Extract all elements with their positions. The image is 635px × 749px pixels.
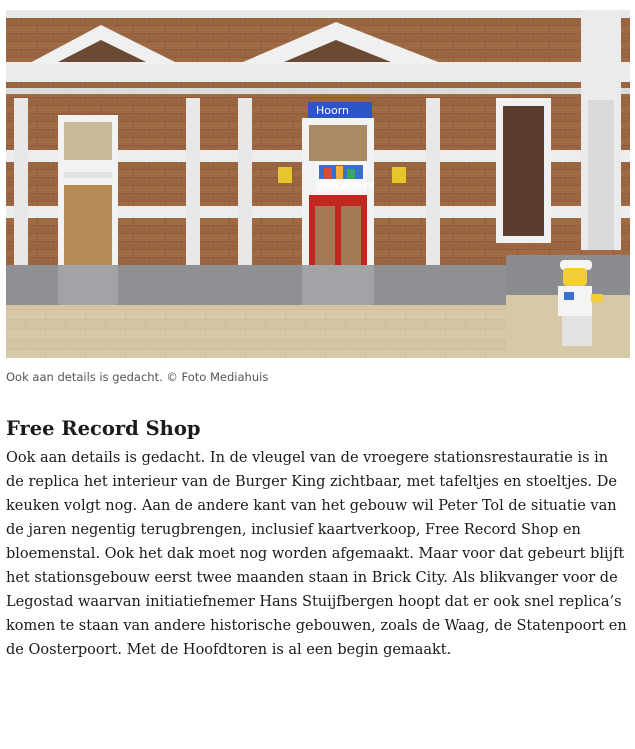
photo-caption: Ook aan details is gedacht. © Foto Mediahuis (6, 370, 269, 384)
article-heading: Free Record Shop (6, 417, 201, 440)
brick-city-sign-label: BRICK CITY (318, 182, 375, 192)
lego-station-illustration (6, 10, 630, 358)
article-body: Ook aan details is gedacht. In de vleugel van de vroegere stationsrestauratie is in de replica het interieur van de Burger King zichtbaar, met tafeltjes en stoeltjes. De keuken volgt nog. Aan de andere kant van het gebouw wil Peter Tol de situatie van de jaren negentig terugbrengen, inclusief kaartverkoop, Free Record Shop en bloemenstal. Ook het dak moet nog worden afgemaakt. Maar voor dat gebeurt blijft het stationsgebouw eerst twee maanden staan in Brick City. Als blikvanger voor de Legostad waarvan initiatiefnemer Hans Stuijfbergen hoopt dat er ook snel replica’s komen te staan van andere historische gebouwen, zoals de Waag, de Statenpoort en de Oosterpoort. Met de Hoofdtoren is al een begin gemaakt. (6, 450, 627, 658)
article-photo[interactable] (6, 10, 630, 358)
station-sign-label: Hoorn (316, 104, 350, 117)
lamp-left (278, 167, 292, 183)
lamp-right (392, 167, 406, 183)
